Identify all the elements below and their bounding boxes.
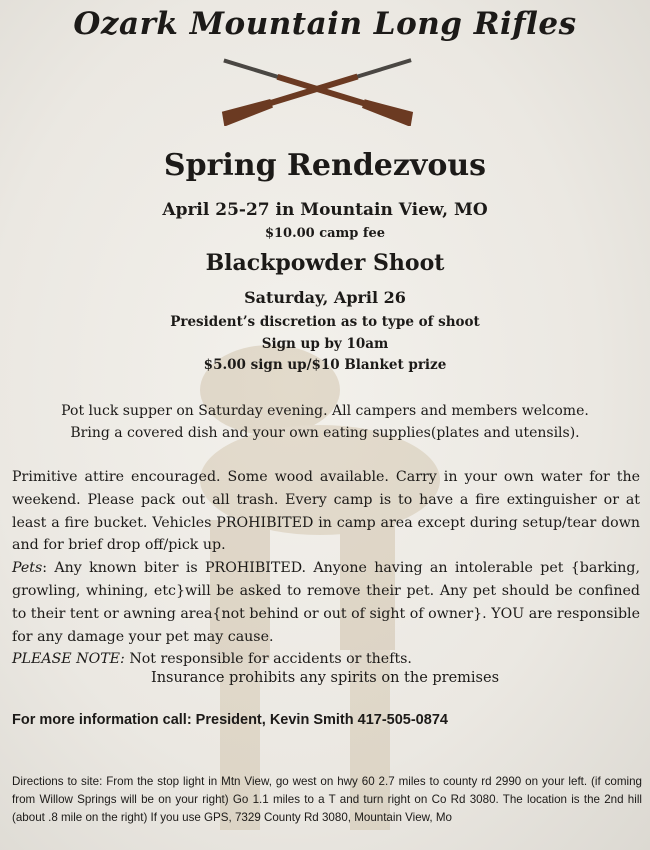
potluck-text — [0, 400, 650, 444]
club-title: Ozark Mountain Long Rifles — [73, 6, 577, 42]
shoot-date: Saturday, April 26 — [244, 288, 406, 307]
insurance-note: Insurance prohibits any spirits on the premises — [150, 670, 500, 686]
pets-rule — [12, 557, 640, 648]
general-rules: Primitive attire encouraged. Some wood available. Carry in your own water for the weekend. Please pack out all trash. Every camp is to have a fire extinguisher or at least a fire bucket. Vehicles PROHIBITED in camp area except during setup/tear down and for brief drop off/pick up. — [12, 469, 640, 554]
contact-info: For more information call: President, Kevin Smith 417-505-0874 — [12, 712, 448, 728]
pets-text: : Any known biter is PROHIBITED. Anyone having an intolerable pet {barking, growling, whining, etc}will be asked to remove their pet. Any pet should be confined to their tent or awning area{not behind or out of sight of owner}. YOU are responsible for any damage your pet may cause. — [12, 560, 640, 645]
directions-text: Directions to site: From the stop light in Mtn View, go west on hwy 60 2.7 miles to county rd 2990 on your left. (if coming from Willow Springs will be on your right) Go 1.1 miles to a T and turn right on Co Rd 3080. The location is the 2nd hill (about .8 mile on the right) If you use GPS, 7329 County Rd 3080, Mountain View, Mo — [12, 775, 642, 824]
camp-fee: $10.00 camp fee — [264, 226, 386, 241]
shoot-title: Blackpowder Shoot — [205, 250, 445, 276]
event-title: Spring Rendezvous — [163, 148, 487, 183]
crossed-rifles-icon — [215, 56, 420, 126]
shoot-line-3: $5.00 sign up/$10 Blanket prize — [203, 357, 447, 373]
note-label: PLEASE NOTE: — [12, 651, 125, 668]
rules-text — [12, 466, 640, 671]
please-note — [12, 648, 640, 671]
shoot-line-1: President’s discretion as to type of shoot — [170, 314, 480, 330]
pets-label: Pets — [12, 560, 43, 577]
potluck-line-2: Bring a covered dish and your own eating supplies(plates and utensils). — [70, 425, 580, 441]
note-text: Not responsible for accidents or thefts. — [124, 651, 412, 668]
potluck-line-1: Pot luck supper on Saturday evening. All campers and members welcome. — [61, 403, 589, 419]
event-dates: April 25-27 in Mountain View, MO — [162, 200, 488, 220]
shoot-line-2: Sign up by 10am — [261, 336, 389, 352]
